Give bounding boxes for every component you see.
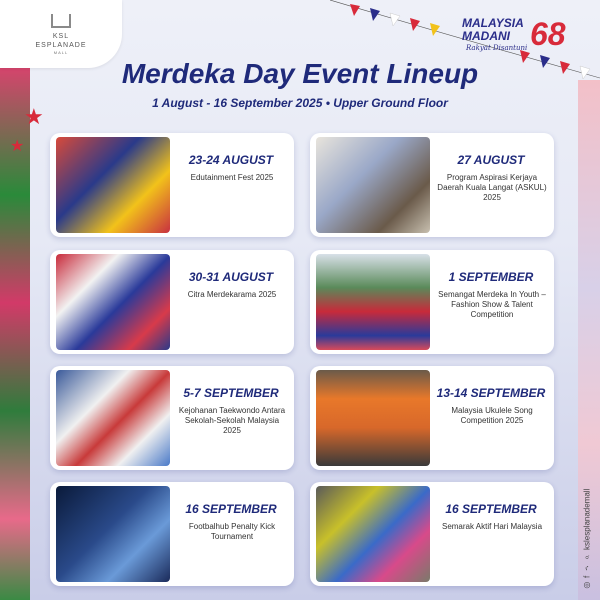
event-name: Citra Merdekarama 2025 [187,290,277,299]
event-card[interactable] [310,133,554,237]
event-name: Malaysia Ukulele Song Competition 2025 [451,406,533,425]
event-photo [56,137,170,233]
event-date: 16 SEPTEMBER [445,502,537,516]
event-card[interactable] [50,366,294,470]
event-card[interactable] [50,133,294,237]
event-photo [56,254,170,350]
page-title: Merdeka Day Event Lineup [121,58,479,89]
event-name: Kejohanan Taekwondo Antara Sekolah-Sekolah Malaysia 2025 [178,406,286,435]
event-card[interactable] [310,250,554,354]
event-photo [56,486,170,582]
tiktok-icon: ♪ [582,563,592,573]
logo-sub: MALL [53,49,69,55]
event-name: Program Aspirasi Kerjaya Daerah Kuala Langat (ASKUL) 2025 [437,173,547,202]
event-photo [316,254,430,350]
event-card[interactable] [50,250,294,354]
event-date: 16 SEPTEMBER [185,502,277,516]
event-photo [56,370,170,466]
malaysia-madani-badge [450,10,580,58]
search-icon: ⌕ [582,552,591,561]
star-icon: ★ [10,138,25,155]
badge-line1: MALAYSIA [462,16,524,30]
event-date: 30-31 AUGUST [188,270,274,284]
event-card[interactable] [50,482,294,586]
event-date: 23-24 AUGUST [188,153,274,167]
event-name: Semangat Merdeka In Youth – Fashion Show & Talent Competition [438,290,546,319]
logo-name-line2: ESPLANADE [35,41,87,49]
event-date: 5-7 SEPTEMBER [183,386,279,400]
social-handle [580,470,594,590]
event-date: 13-14 SEPTEMBER [436,386,546,400]
event-photo [316,370,430,466]
event-date: 1 SEPTEMBER [448,270,534,284]
badge-number: 68 [530,16,566,52]
event-name: Footbalhub Penalty Kick Tournament [188,522,276,541]
badge-line2: MADANI [462,29,510,43]
facebook-icon: f [582,575,592,578]
logo-name-line1: KSL [52,32,70,40]
event-name: Semarak Aktif Hari Malaysia [441,522,543,531]
instagram-icon: ◎ [582,581,592,590]
event-card[interactable] [310,482,554,586]
event-date: 27 AUGUST [457,153,525,167]
page-subtitle: 1 August - 16 September 2025 • Upper Ground Floor [152,96,448,110]
event-card[interactable] [310,366,554,470]
social-handle-text: kslesplanademall [582,488,592,550]
event-name: Edutainment Fest 2025 [190,173,274,182]
star-icon: ★ [24,104,44,129]
event-photo [316,486,430,582]
logo-mark-icon [51,14,71,28]
event-photo [316,137,430,233]
badge-line3: Rakyat Disantuni [466,44,528,52]
